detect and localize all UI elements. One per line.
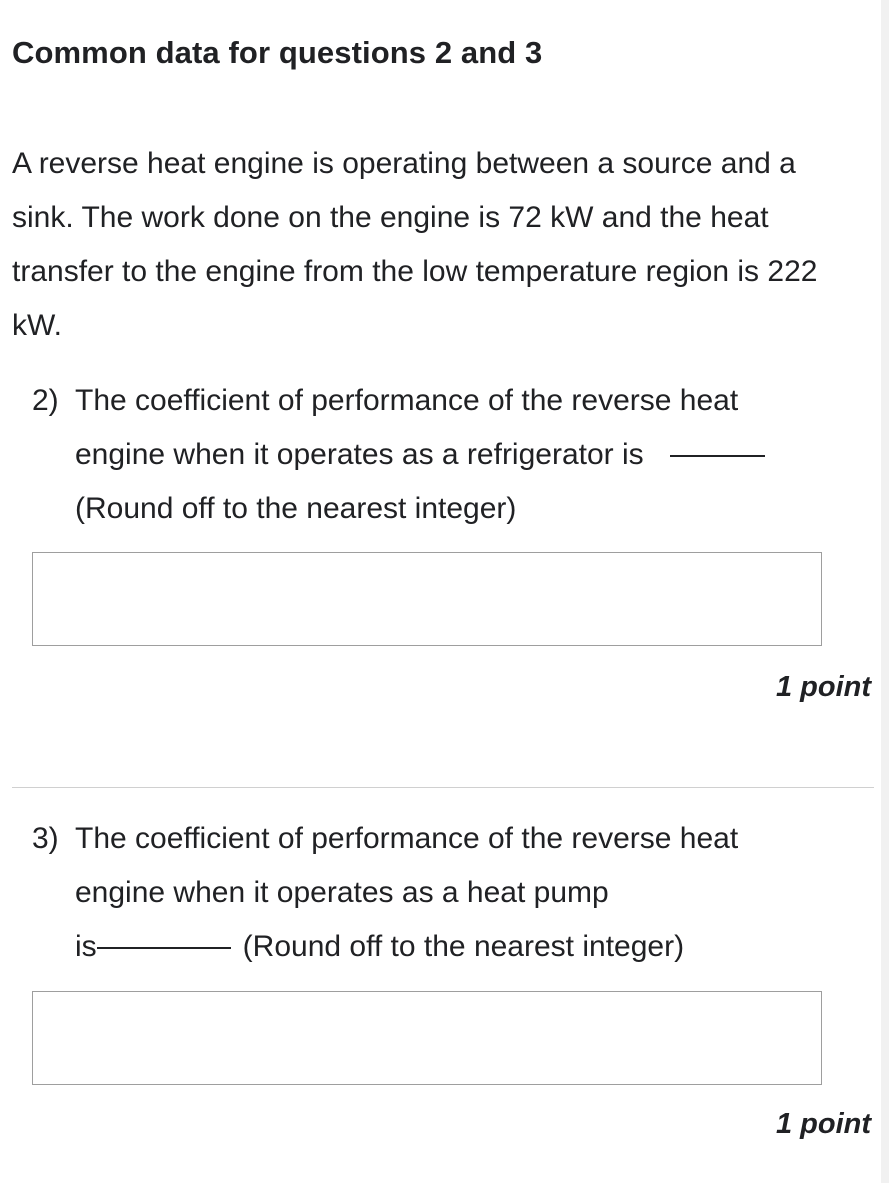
section-title: Common data for questions 2 and 3 (12, 35, 543, 70)
question-2-line-2-text: engine when it operates as a refrigerator is (75, 438, 644, 471)
question-2-line-2 (75, 428, 875, 482)
question-2-number: 2) (32, 384, 59, 417)
question-3-answer-input[interactable] (32, 991, 822, 1085)
question-3-line-1: The coefficient of performance of the reverse heat (75, 822, 739, 855)
question-3-number: 3) (32, 822, 59, 855)
question-2-points: 1 point (775, 671, 871, 703)
question-2-line-3: (Round off to the nearest integer) (75, 492, 517, 525)
question-2-text (75, 374, 875, 536)
question-3-line-3-suffix: (Round off to the nearest integer) (242, 930, 685, 963)
question-2-answer-input[interactable] (32, 552, 822, 646)
scrollbar-track[interactable] (881, 0, 889, 1183)
common-data-text: A reverse heat engine is operating between a source and a sink. The work done on the engine is 72 kW and the heat transfer to the engine from the low temperature region is 222 kW. (12, 147, 818, 342)
question-3-points: 1 point (775, 1108, 871, 1140)
question-3-line-3-prefix: is (75, 930, 97, 963)
question-2-blank (670, 455, 765, 457)
question-2-line-1: The coefficient of performance of the reverse heat (75, 384, 739, 417)
question-3-line-2: engine when it operates as a heat pump (75, 876, 609, 909)
question-3-blank (97, 947, 231, 949)
question-3-line-3 (75, 920, 875, 974)
question-3-text (75, 812, 875, 974)
question-divider (12, 787, 874, 788)
